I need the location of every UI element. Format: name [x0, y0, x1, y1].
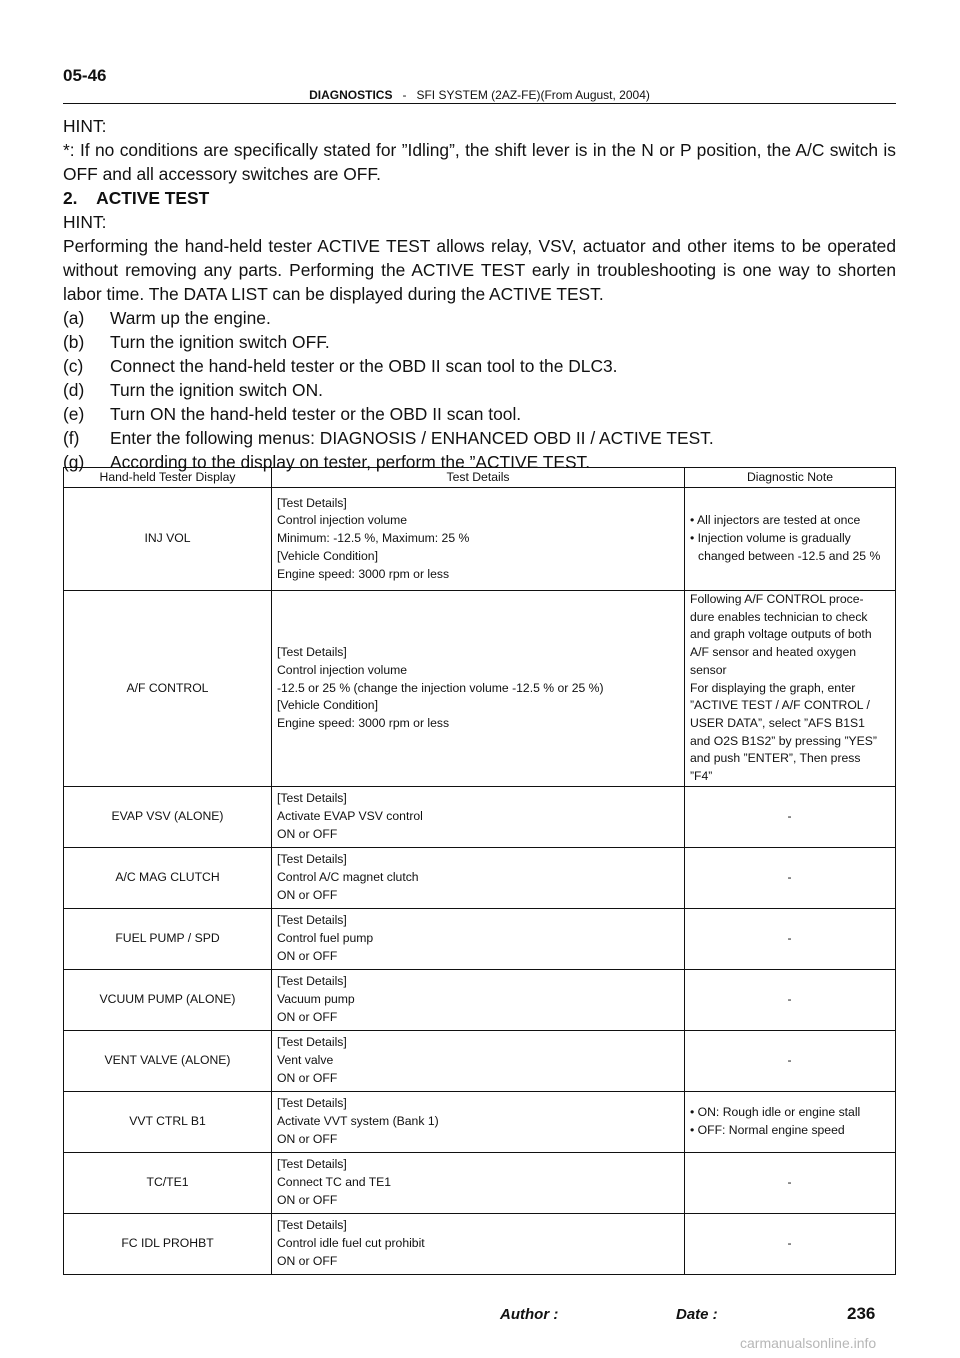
column-header-details: Test Details — [272, 468, 685, 488]
detail-line: [Test Details] — [277, 645, 347, 660]
note-line: A/F sensor and heated oxygen — [690, 645, 856, 660]
step-label: (d) — [63, 380, 85, 400]
note-line: - — [787, 808, 792, 823]
table-header-row — [64, 468, 896, 488]
step-label: (g) — [63, 452, 85, 472]
cell-display: A/C MAG CLUTCH — [64, 847, 272, 908]
detail-line: ON or OFF — [277, 948, 338, 963]
cell-note — [685, 1213, 896, 1274]
cell-note — [685, 786, 896, 847]
note-line: sensor — [690, 662, 727, 677]
cell-display: INJ VOL — [64, 488, 272, 591]
cell-note — [685, 488, 896, 591]
author-label: Author : — [500, 1306, 559, 1323]
table-row — [64, 488, 896, 591]
table-row — [64, 847, 896, 908]
detail-line: Connect TC and TE1 — [277, 1174, 392, 1189]
page-code: 05-46 — [63, 66, 107, 85]
detail-line: ON or OFF — [277, 1253, 338, 1268]
procedure-step — [63, 354, 896, 378]
cell-note — [685, 908, 896, 969]
step-label: (e) — [63, 404, 85, 424]
active-test-table — [63, 467, 896, 1275]
step-label: (a) — [63, 308, 85, 328]
hint-label: HINT: — [63, 116, 107, 136]
step-label: (b) — [63, 332, 85, 352]
cell-note — [685, 847, 896, 908]
detail-line: Activate VVT system (Bank 1) — [277, 1113, 439, 1128]
column-header-note: Diagnostic Note — [685, 468, 896, 488]
detail-line: Control fuel pump — [277, 930, 374, 945]
cell-details — [272, 1091, 685, 1152]
cell-display: EVAP VSV (ALONE) — [64, 786, 272, 847]
note-line: ”F4” — [690, 769, 713, 784]
cell-display: VCUUM PUMP (ALONE) — [64, 969, 272, 1030]
step-text: Connect the hand-held tester or the OBD II scan tool to the DLC3. — [110, 356, 618, 376]
procedure-step — [63, 306, 896, 330]
step-label: (f) — [63, 428, 80, 448]
cell-display: FUEL PUMP / SPD — [64, 908, 272, 969]
detail-line: Vacuum pump — [277, 991, 355, 1006]
step-text: According to the display on tester, perform the ”ACTIVE TEST. — [110, 452, 591, 472]
procedure-step — [63, 378, 896, 402]
table-row — [64, 786, 896, 847]
header-section: DIAGNOSTICS — [309, 88, 393, 102]
table-row — [64, 1091, 896, 1152]
cell-note — [685, 591, 896, 787]
note-line: • OFF: Normal engine speed — [690, 1122, 845, 1137]
step-text: Turn the ignition switch ON. — [110, 380, 323, 400]
note-line: • All injectors are tested at once — [690, 513, 861, 528]
cell-details — [272, 591, 685, 787]
cell-details — [272, 847, 685, 908]
table-row — [64, 1030, 896, 1091]
note-line: • Injection volume is gradually changed between -12.5 and 25 % — [690, 531, 881, 563]
detail-line: [Vehicle Condition] — [277, 548, 378, 563]
table-row — [64, 591, 896, 787]
cell-note — [685, 969, 896, 1030]
detail-line: -12.5 or 25 % (change the injection volume -12.5 % or 25 %) — [277, 680, 604, 695]
cell-details — [272, 1152, 685, 1213]
step-text: Enter the following menus: DIAGNOSIS / ENHANCED OBD II / ACTIVE TEST. — [110, 428, 714, 448]
note-line: For displaying the graph, enter — [690, 680, 856, 695]
note-line: Following A/F CONTROL proce- — [690, 592, 864, 606]
detail-line: [Test Details] — [277, 1096, 347, 1111]
detail-line: Activate EVAP VSV control — [277, 808, 423, 823]
cell-note — [685, 1152, 896, 1213]
cell-display: FC IDL PROHBT — [64, 1213, 272, 1274]
detail-line: Engine speed: 3000 rpm or less — [277, 715, 450, 730]
procedure-step — [63, 402, 896, 426]
hint-text: *: If no conditions are specifically stated for ”Idling”, the shift lever is in the N or P position, the A/C switch is OFF and all accessory switches are OFF. — [63, 140, 896, 184]
cell-display: A/F CONTROL — [64, 591, 272, 787]
detail-line: [Test Details] — [277, 1218, 347, 1233]
procedure-step — [63, 330, 896, 354]
note-line: - — [787, 1235, 792, 1250]
note-line: - — [787, 869, 792, 884]
detail-line: [Test Details] — [277, 913, 347, 928]
detail-line: ON or OFF — [277, 887, 338, 902]
cell-details — [272, 488, 685, 591]
table-row — [64, 1152, 896, 1213]
note-line: - — [787, 930, 792, 945]
step-text: Warm up the engine. — [110, 308, 271, 328]
detail-line: [Test Details] — [277, 495, 347, 510]
detail-line: Vent valve — [277, 1052, 334, 1067]
table-body — [64, 488, 896, 1275]
detail-line: ON or OFF — [277, 826, 338, 841]
detail-line: Engine speed: 3000 rpm or less — [277, 566, 450, 581]
table-row — [64, 1213, 896, 1274]
header-separator: - — [402, 88, 407, 102]
step-label: (c) — [63, 356, 84, 376]
detail-line: ON or OFF — [277, 1070, 338, 1085]
running-header — [63, 88, 896, 104]
note-line: and push ”ENTER”, Then press — [690, 751, 861, 766]
detail-line: Control injection volume — [277, 513, 408, 528]
cell-display: VVT CTRL B1 — [64, 1091, 272, 1152]
page-number: 236 — [847, 1304, 876, 1323]
detail-line: ON or OFF — [277, 1131, 338, 1146]
note-line: ”ACTIVE TEST / A/F CONTROL / — [690, 698, 870, 713]
table-row — [64, 969, 896, 1030]
note-line: USER DATA”, select ”AFS B1S1 — [690, 715, 865, 730]
detail-line: Control A/C magnet clutch — [277, 869, 419, 884]
hint2-text: Performing the hand-held tester ACTIVE TEST allows relay, VSV, actuator and other items to be operated without removing any parts. Performing the ACTIVE TEST early in troubleshooting is one way to shorten labor time. The DATA LIST can be displayed during the ACTIVE TEST. — [63, 236, 896, 304]
detail-line: ON or OFF — [277, 1009, 338, 1024]
note-line: - — [787, 1174, 792, 1189]
detail-line: [Test Details] — [277, 1157, 347, 1172]
detail-line: [Test Details] — [277, 791, 347, 806]
date-label: Date : — [676, 1306, 718, 1323]
detail-line: Minimum: -12.5 %, Maximum: 25 % — [277, 531, 470, 546]
detail-line: [Test Details] — [277, 974, 347, 989]
section-title: 2. ACTIVE TEST — [63, 188, 210, 208]
cell-details — [272, 969, 685, 1030]
detail-line: ON or OFF — [277, 1192, 338, 1207]
note-line: and O2S B1S2” by pressing ”YES” — [690, 733, 877, 748]
detail-line: [Test Details] — [277, 1035, 347, 1050]
cell-details — [272, 908, 685, 969]
cell-details — [272, 1030, 685, 1091]
watermark: carmanualsonline.info — [740, 1335, 877, 1351]
note-line: dure enables technician to check — [690, 609, 868, 624]
document-body — [63, 114, 896, 474]
cell-note — [685, 1091, 896, 1152]
header-subsection: SFI SYSTEM (2AZ-FE)(From August, 2004) — [416, 88, 650, 102]
step-text: Turn the ignition switch OFF. — [110, 332, 330, 352]
detail-line: [Test Details] — [277, 852, 347, 867]
detail-line: Control idle fuel cut prohibit — [277, 1235, 425, 1250]
procedure-steps — [63, 306, 896, 474]
cell-note — [685, 1030, 896, 1091]
detail-line: [Vehicle Condition] — [277, 698, 378, 713]
note-line: - — [787, 1052, 792, 1067]
cell-display: TC/TE1 — [64, 1152, 272, 1213]
note-line: and graph voltage outputs of both — [690, 627, 872, 642]
note-line: - — [787, 991, 792, 1006]
step-text: Turn ON the hand-held tester or the OBD II scan tool. — [110, 404, 522, 424]
cell-display: VENT VALVE (ALONE) — [64, 1030, 272, 1091]
hint2-label: HINT: — [63, 212, 107, 232]
cell-details — [272, 1213, 685, 1274]
column-header-display: Hand-held Tester Display — [64, 468, 272, 488]
note-line: • ON: Rough idle or engine stall — [690, 1105, 861, 1120]
cell-details — [272, 786, 685, 847]
procedure-step — [63, 426, 896, 450]
detail-line: Control injection volume — [277, 662, 408, 677]
table-row — [64, 908, 896, 969]
